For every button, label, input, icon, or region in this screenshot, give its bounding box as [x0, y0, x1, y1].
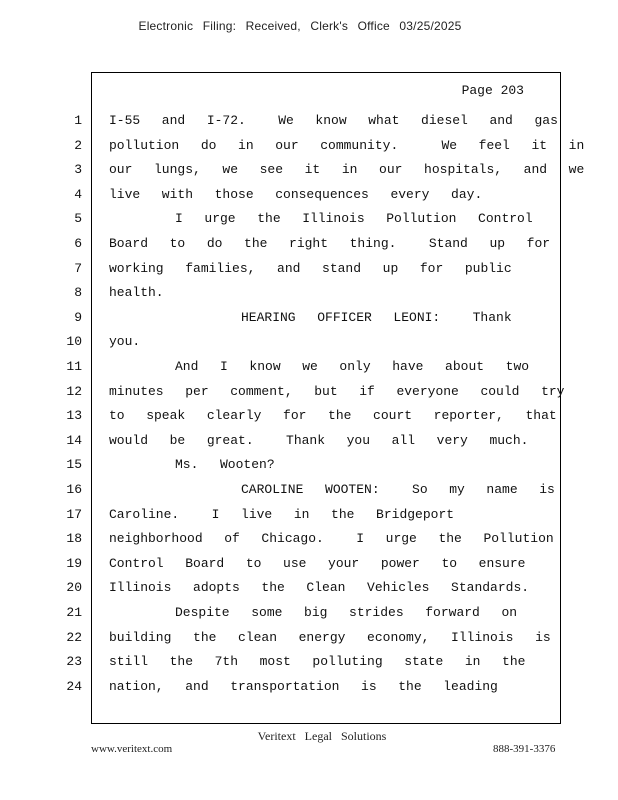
- transcript-line: And I know we only have about two: [175, 359, 530, 374]
- line-number: 8: [74, 285, 82, 300]
- transcript-line: you.: [109, 334, 141, 349]
- transcript-line: pollution do in our community. We feel it in: [109, 138, 585, 153]
- transcript-line: neighborhood of Chicago. I urge the Pollution: [109, 531, 554, 546]
- line-number: 12: [66, 384, 82, 399]
- line-number: 5: [74, 211, 82, 226]
- page-number: Page 203: [461, 83, 524, 98]
- transcript-line: building the clean energy economy, Illinois is: [109, 630, 551, 645]
- line-number: 9: [74, 310, 82, 325]
- filing-stamp-header: Electronic Filing: Received, Clerk's Office 03/25/2025: [138, 19, 462, 33]
- line-number: 11: [66, 359, 82, 374]
- transcript-line: Ms. Wooten?: [175, 457, 275, 472]
- line-number: 6: [74, 236, 82, 251]
- transcript-line: Caroline. I live in the Bridgeport: [109, 507, 455, 522]
- footer-website: www.veritext.com: [91, 743, 173, 755]
- transcript-line: Board to do the right thing. Stand up for: [109, 236, 551, 251]
- transcript-line: Illinois adopts the Clean Vehicles Standards.: [109, 580, 530, 595]
- line-number: 16: [66, 482, 82, 497]
- line-number: 18: [66, 531, 82, 546]
- line-number: 20: [66, 580, 82, 595]
- line-number: 7: [74, 261, 82, 276]
- line-number: 3: [74, 162, 82, 177]
- transcript-line: Control Board to use your power to ensure: [109, 556, 526, 571]
- line-number: 4: [74, 187, 82, 202]
- transcript-line: to speak clearly for the court reporter, that: [109, 408, 557, 423]
- footer-company: Veritext Legal Solutions: [257, 729, 387, 743]
- transcript-line: Despite some big strides forward on: [175, 605, 518, 620]
- line-number: 24: [66, 679, 82, 694]
- line-number: 21: [66, 605, 82, 620]
- transcript-line: our lungs, we see it in our hospitals, and we: [109, 162, 585, 177]
- line-number: 10: [66, 334, 82, 349]
- line-number: 2: [74, 138, 82, 153]
- transcript-line: working families, and stand up for public: [109, 261, 512, 276]
- transcript-line: would be great. Thank you all very much.: [109, 433, 529, 448]
- footer-phone: 888-391-3376: [493, 743, 556, 755]
- transcript-line: nation, and transportation is the leading: [109, 679, 498, 694]
- transcript-line: I urge the Illinois Pollution Control: [175, 211, 533, 226]
- line-number: 19: [66, 556, 82, 571]
- line-number: 22: [66, 630, 82, 645]
- transcript-line: CAROLINE WOOTEN: So my name is: [241, 482, 555, 497]
- transcript-line: I-55 and I-72. We know what diesel and gas: [109, 113, 558, 128]
- transcript-line: still the 7th most polluting state in the: [109, 654, 526, 669]
- transcript-line: minutes per comment, but if everyone could try: [109, 384, 565, 399]
- line-number: 17: [66, 507, 82, 522]
- line-number: 1: [74, 113, 82, 128]
- transcript-line: health.: [109, 285, 164, 300]
- line-number: 14: [66, 433, 82, 448]
- line-number: 23: [66, 654, 82, 669]
- line-number: 13: [66, 408, 82, 423]
- transcript-line: live with those consequences every day.: [109, 187, 483, 202]
- line-number: 15: [66, 457, 82, 472]
- transcript-line: HEARING OFFICER LEONI: Thank: [241, 310, 512, 325]
